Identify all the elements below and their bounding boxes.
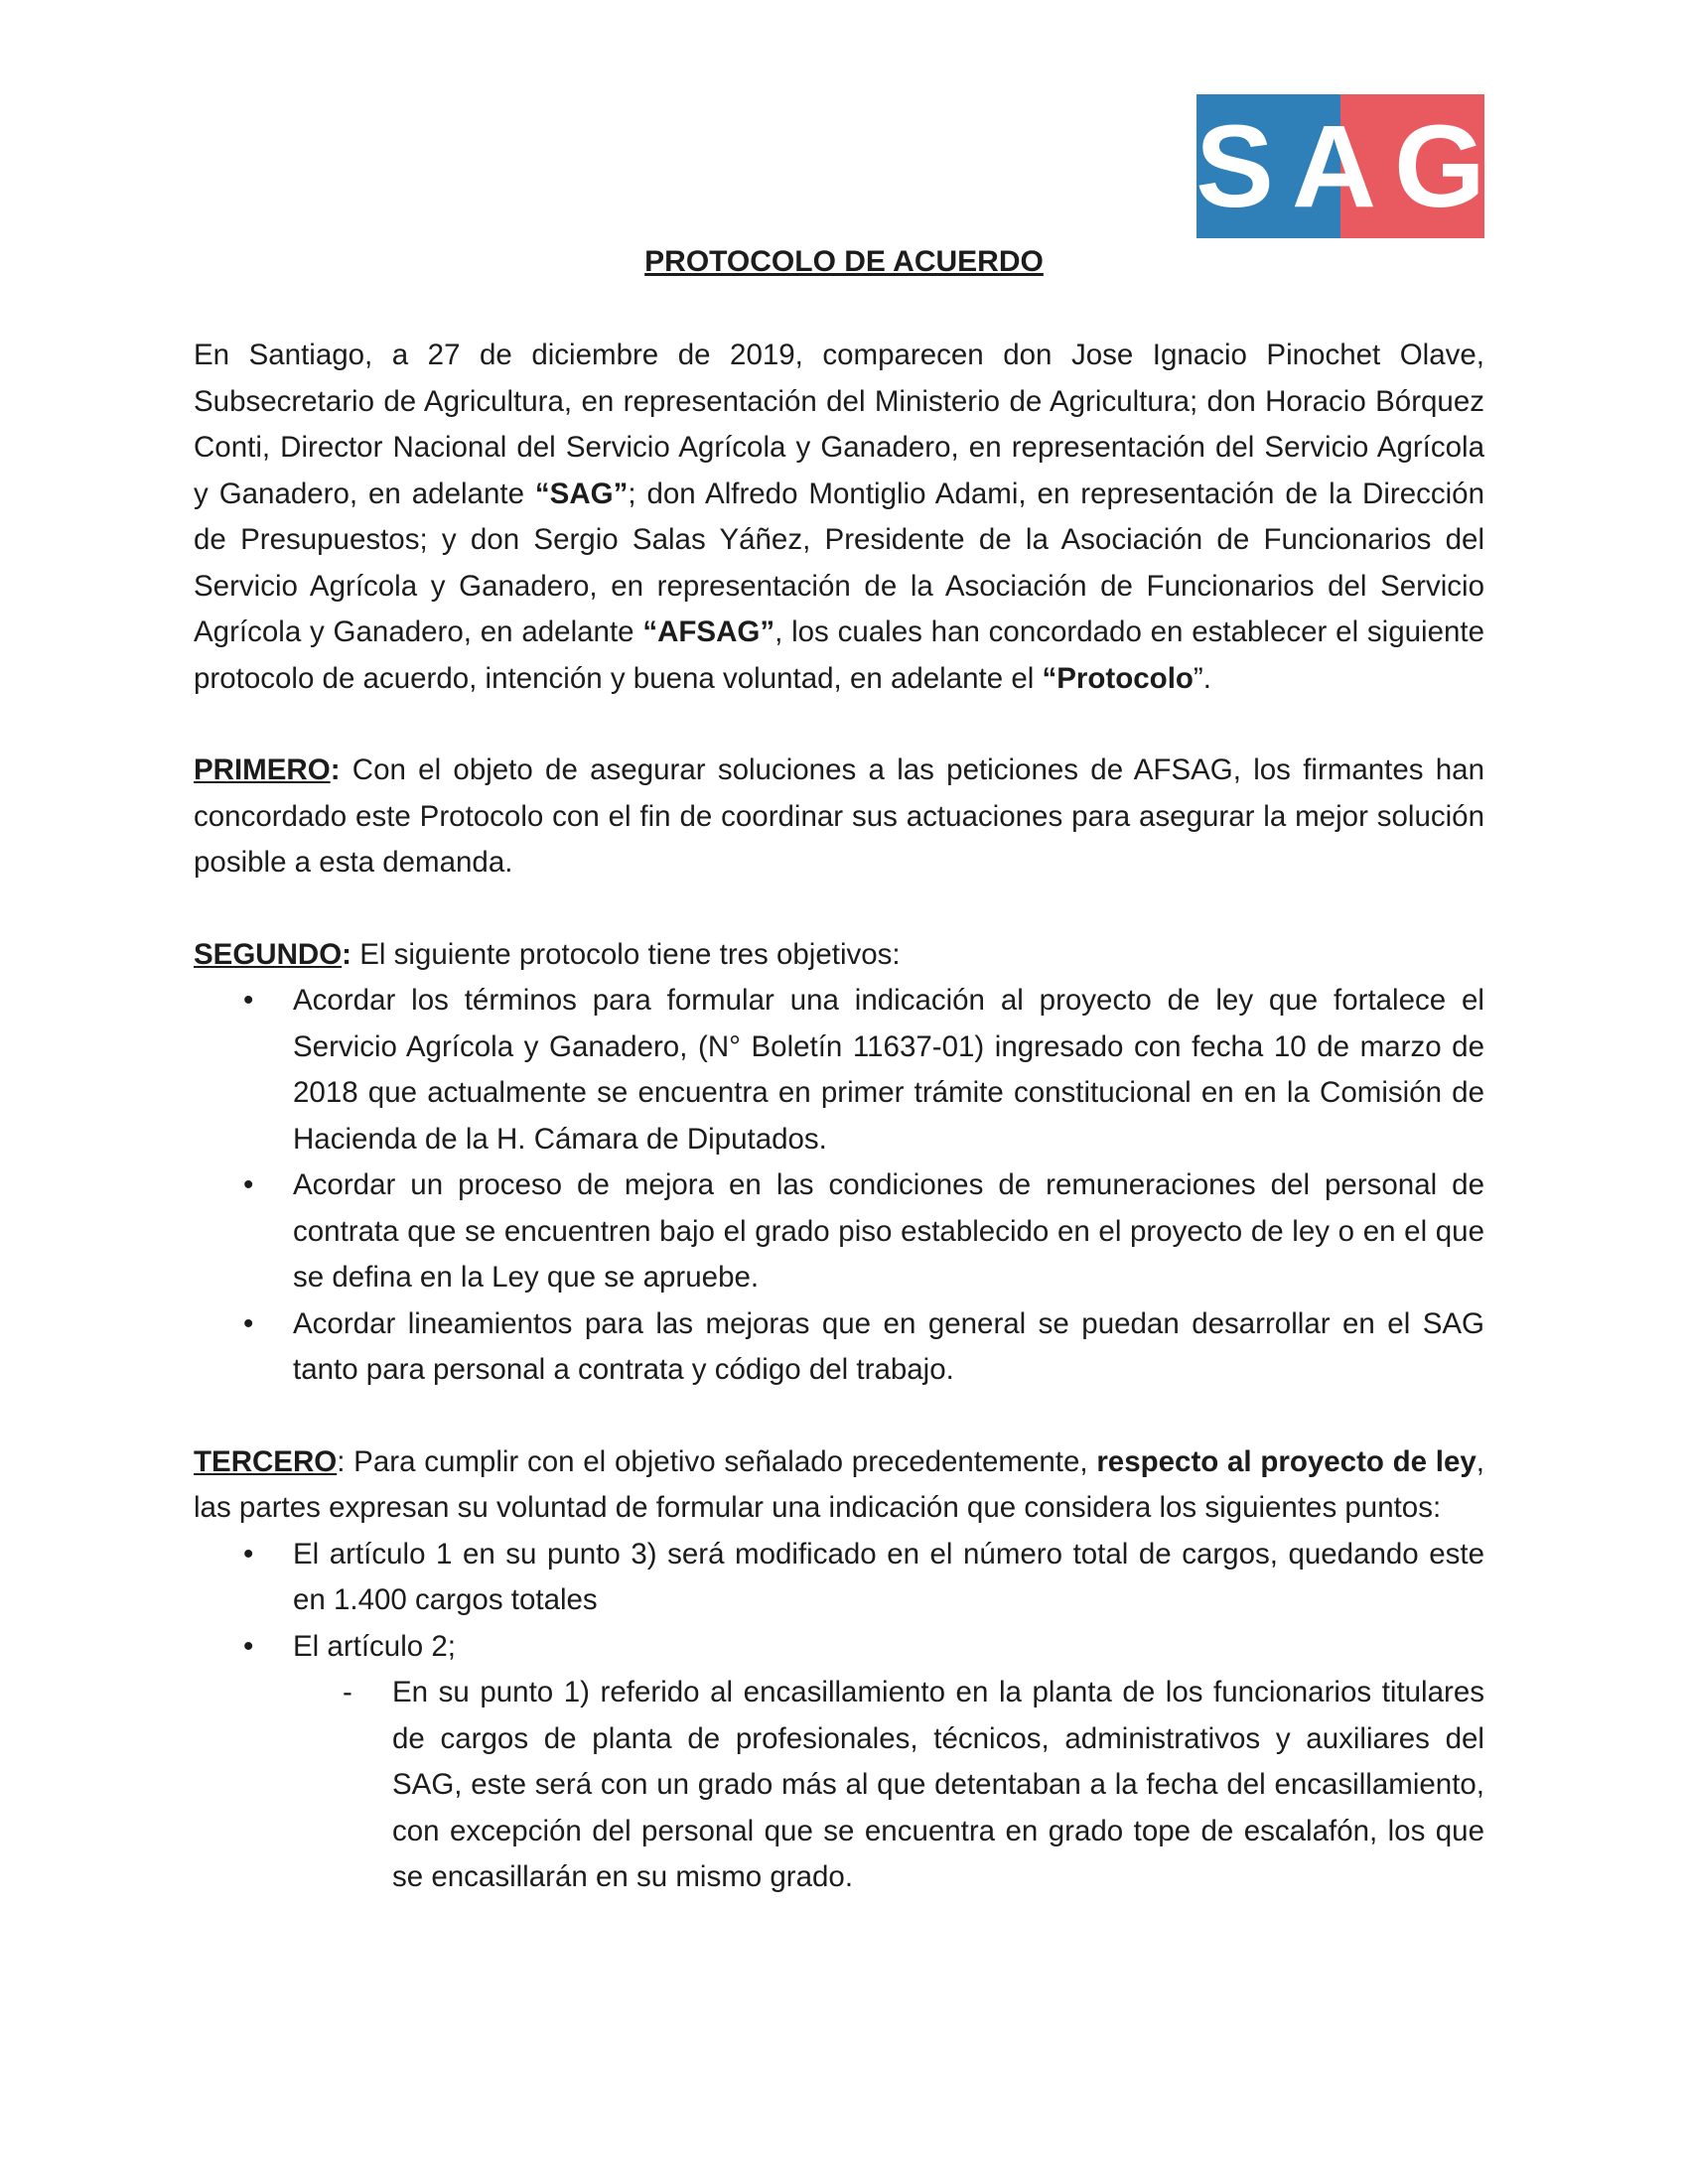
- primero-text: Con el objeto de asegurar soluciones a las peticiones de AFSAG, los firmantes han concordado este Protocolo con el fin de coordinar sus actuaciones para asegurar la mejor solución posible a esta demanda.: [194, 753, 1484, 879]
- tercero-bullet-list: [194, 1532, 1484, 1901]
- tercero-paragraph: [194, 1439, 1484, 1532]
- primero-heading: PRIMERO: [194, 753, 331, 786]
- intro-paragraph: [194, 333, 1484, 702]
- intro-text-1: En Santiago, a 27 de diciembre de 2019, comparecen don Jose Ignacio Pinochet Olave, Subsecretario de Agricultura, en representación del Ministerio de Agricultura; don Horacio Bórquez Conti, Director Nacional del Servicio Agrícola y Ganadero, en representación del Servicio Agrícola y Ganadero, en adelante: [194, 339, 1484, 510]
- tercero-colon: :: [337, 1444, 346, 1478]
- intro-text-4: ”.: [1193, 661, 1211, 695]
- intro-sag-term: “SAG”: [534, 477, 629, 510]
- sag-logo: [1196, 94, 1503, 238]
- segundo-text: El siguiente protocolo tiene tres objetivos:: [352, 937, 901, 971]
- segundo-paragraph: [194, 932, 1484, 979]
- tercero-bullet-item: • El artículo 1 en su punto 3) será modificado en el número total de cargos, quedando este en 1.400 cargos totales: [194, 1532, 1484, 1624]
- tercero-bold-phrase: respecto al proyecto de ley: [1096, 1444, 1477, 1478]
- primero-paragraph: [194, 748, 1484, 887]
- intro-afsag-term: “AFSAG”: [642, 615, 775, 648]
- primero-colon: :: [330, 753, 341, 786]
- sag-logo-text: SAG: [1196, 100, 1503, 232]
- tercero-bullet-item: [194, 1624, 1484, 1901]
- tercero-heading: TERCERO: [194, 1444, 338, 1478]
- segundo-colon: :: [342, 937, 352, 971]
- segundo-bullet-item: • Acordar los términos para formular una indicación al proyecto de ley que fortalece el Servicio Agrícola y Ganadero, (N° Boletín 11637-01) ingresado con fecha 10 de marzo de 2018 que actualmente se encuentra en primer trámite constitucional en en la Comisión de Hacienda de la H. Cámara de Diputados.: [194, 978, 1484, 1162]
- document-body: [194, 333, 1484, 1901]
- tercero-sub-list: [293, 1670, 1484, 1901]
- tercero-text-2: , las partes expresan su voluntad de formular una indicación que considera los siguientes puntos:: [194, 1444, 1484, 1524]
- tercero-sub-item: - En su punto 1) referido al encasillamiento en la planta de los funcionarios titulares de cargos de planta de profesionales, técnicos, administrativos y auxiliares del SAG, este será con un grado más al que detentaban a la fecha del encasillamiento, con excepción del personal que se encuentra en grado tope de escalafón, los que se encasillarán en su mismo grado.: [293, 1670, 1484, 1901]
- tercero-text-1: Para cumplir con el objetivo señalado precedentemente,: [345, 1444, 1097, 1478]
- segundo-heading: SEGUNDO: [194, 937, 343, 971]
- intro-protocolo-term: “Protocolo: [1042, 661, 1194, 695]
- tercero-bullet-text: El artículo 2;: [293, 1629, 456, 1663]
- document-title: PROTOCOLO DE ACUERDO: [644, 245, 1044, 278]
- segundo-bullet-item: • Acordar un proceso de mejora en las condiciones de remuneraciones del personal de contrata que se encuentren bajo el grado piso establecido en el proyecto de ley o en el que se defina en la Ley que se apruebe.: [194, 1162, 1484, 1301]
- intro-text-2: ; don Alfredo Montiglio Adami, en representación de la Dirección de Presupuestos; y don Sergio Salas Yáñez, Presidente de la Asociación de Funcionarios del Servicio Agrícola y Ganadero, en representación de la Asociación de Funcionarios del Servicio Agrícola y Ganadero, en adelante: [194, 477, 1484, 648]
- intro-text-3: , los cuales han concordado en establecer el siguiente protocolo de acuerdo, intención y buena voluntad, en adelante el: [194, 615, 1485, 695]
- segundo-bullet-list: [194, 978, 1484, 1394]
- segundo-bullet-item: • Acordar lineamientos para las mejoras que en general se puedan desarrollar en el SAG tanto para personal a contrata y código del trabajo.: [194, 1301, 1484, 1394]
